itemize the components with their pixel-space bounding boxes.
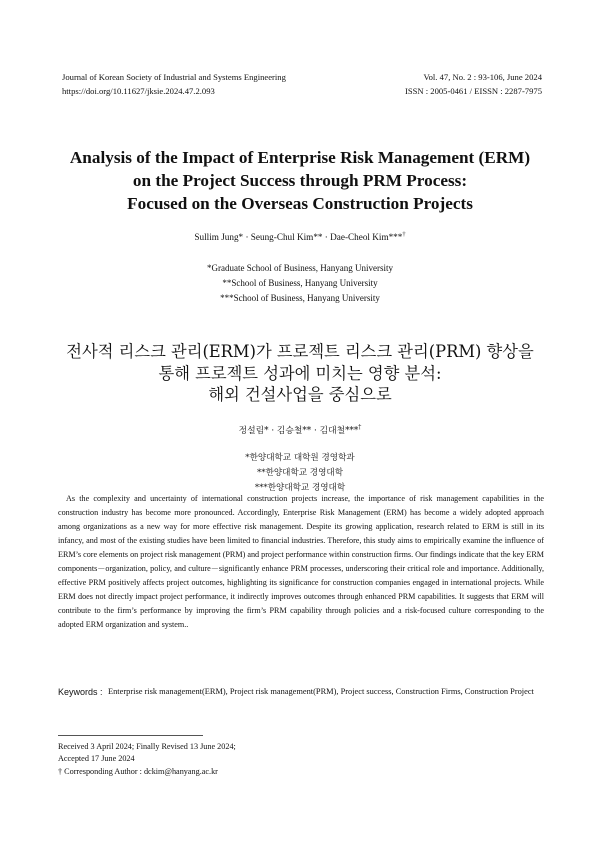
korean-affiliation: **한양대학교 경영대학 [256,468,344,478]
english-affiliation: **School of Business, Hanyang University [222,278,378,288]
english-affiliations [0,261,600,306]
abstract: As the complexity and uncertainty of international construction projects increase, the importance of risk management capabilities in the construction industry has become more pronounced. Accordingly, Enterprise Risk Management (ERM) has become a widely adopted approach among organizations as a new way for more effective risk management. Despite its growing application, research related to ERM is still in its infancy, and most of the existing studies have been limited to financial industries. Therefore, this study aims to empirically examine the influence of ERM’s core elements on project risk management (PRM) and project performance within construction firms. Our findings indicate that the key ERM components－organization, policy, and culture－significantly enhance PRM processes, underscoring their critical role and importance. Additionally, effective PRM positively affects project outcomes, highlighting its significance for construction companies engaged in international projects. While ERM does not directly impact project performance, it indirectly improves outcomes through enhanced PRM capabilities. It suggests that ERM will contribute to the firm’s performance by improving the firm’s PRM capability through policies and a risk-focused culture corresponding to the adopted ERM organization and system.. [58,494,544,629]
korean-title-line3: 해외 건설사업을 중심으로 [208,385,392,404]
english-authors [0,232,600,242]
issue-info [405,71,542,98]
corresponding-author [58,766,236,778]
doi-link[interactable]: https://doi.org/10.11627/jksie.2024.47.2.093 [62,85,215,96]
accepted-date: Accepted 17 June 2024 [58,754,135,764]
korean-title-line1: 전사적 리스크 관리(ERM)가 프로젝트 리스크 관리(PRM) 향상을 [66,342,534,361]
english-title [30,146,570,215]
corresponding-mark: † [358,424,362,432]
korean-title-line2: 통해 프로젝트 성과에 미치는 영향 분석: [158,363,442,383]
keywords-list: Enterprise risk management(ERM), Project risk management(PRM), Project success, Construction Firms, Construction Project [108,687,534,696]
english-title-line1: Analysis of the Impact of Enterprise Risk Management (ERM) [69,148,531,167]
footnotes [58,741,236,778]
corresponding-author-text[interactable]: Corresponding Author : dckim@hanyang.ac.kr [64,766,218,776]
english-authors-names: Sullim Jung* · Seung-Chul Kim** · Dae-Cheol Kim*** [194,232,403,242]
english-affiliation: *Graduate School of Business, Hanyang University [207,263,393,273]
korean-authors [0,423,600,436]
journal-header [62,71,286,98]
issn-info: ISSN : 2005-0461 / EISSN : 2287-7975 [404,85,542,96]
korean-authors-names: 정설림* · 김승철** · 김대철*** [238,426,359,436]
korean-affiliations [0,451,600,496]
korean-affiliation: *한양대학교 대학원 경영학과 [245,453,355,463]
english-title-line3: Focused on the Overseas Construction Projects [127,194,473,213]
footnote-divider [58,735,203,736]
korean-affiliation: ***한양대학교 경영대학 [254,483,346,493]
corresponding-mark: † [402,230,406,238]
corresponding-dagger: † [58,766,63,776]
journal-name: Journal of Korean Society of Industrial and Systems Engineering [62,72,286,82]
korean-title [40,341,560,406]
volume-info: Vol. 47, No. 2 : 93-106, June 2024 [423,72,542,82]
keywords-label: Keywords : [58,687,103,697]
received-dates: Received 3 April 2024; Finally Revised 13 June 2024; [58,742,236,751]
english-affiliation: ***School of Business, Hanyang University [220,293,380,303]
english-title-line2: on the Project Success through PRM Process: [132,171,468,190]
